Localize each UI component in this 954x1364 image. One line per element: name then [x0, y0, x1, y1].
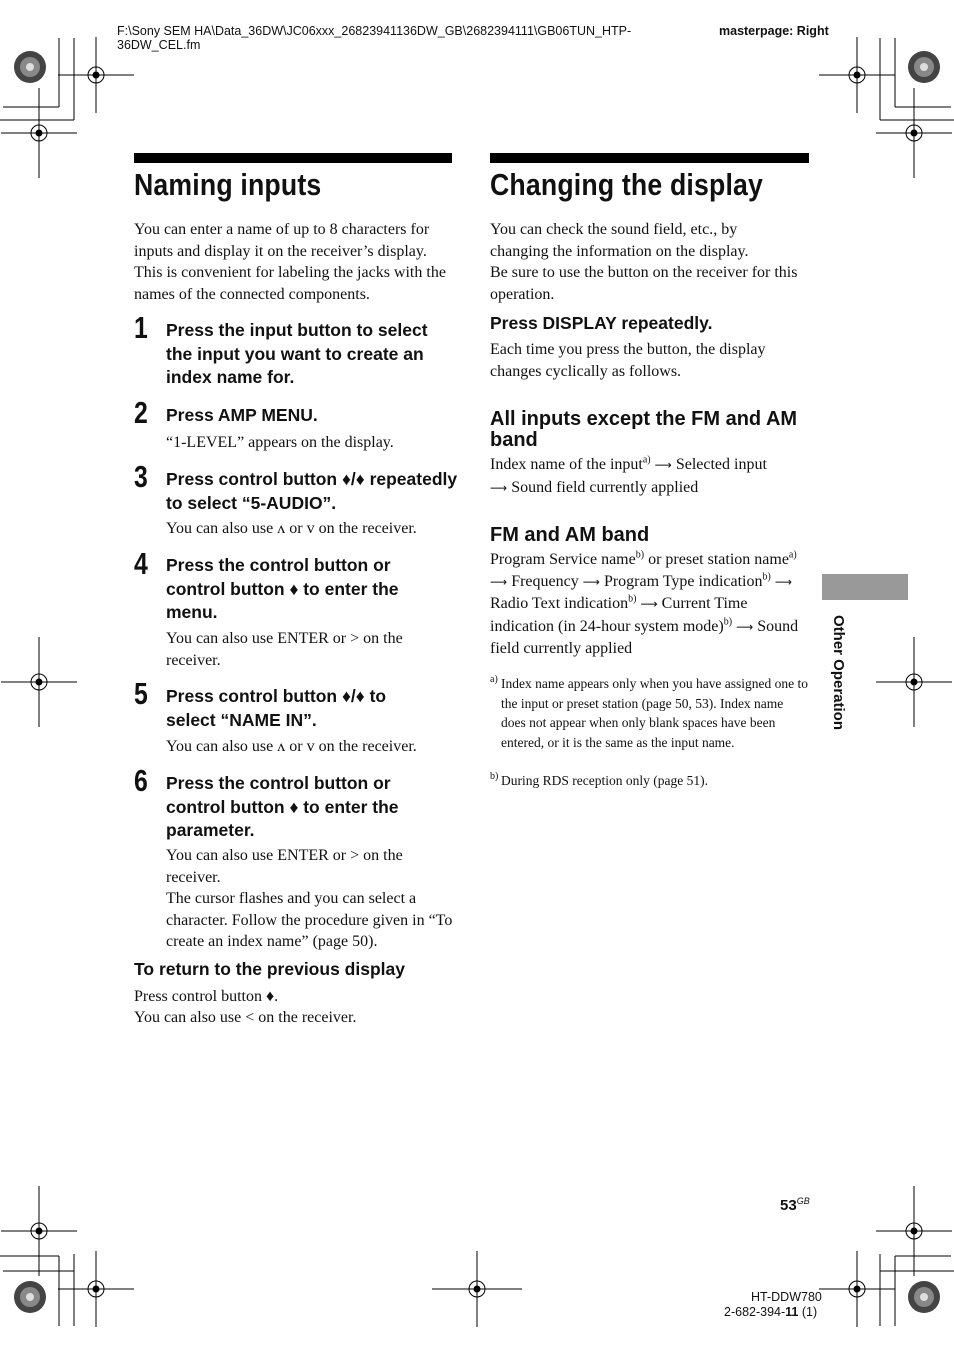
step-6-note: You can also use ENTER or > on the receiver.: [166, 847, 403, 886]
sec2-heading: FM and AM band: [490, 524, 650, 546]
sec1-item-a: Index name of the input: [490, 456, 643, 473]
step-2-title: Press AMP MENU.: [166, 405, 318, 425]
sec2-sup-f: b): [723, 616, 733, 628]
sec1-heading: All inputs except the FM and AM band: [490, 408, 798, 451]
step-1-number: 1: [134, 310, 148, 345]
footnote-b-mark: b): [490, 771, 499, 782]
right-arrow-icon: ⟶: [582, 574, 600, 589]
sec2-sequence: [490, 549, 808, 660]
model-code-prefix: 2-682-394-: [724, 1305, 786, 1319]
step-4-number: 4: [134, 546, 148, 581]
step-5-number: 5: [134, 676, 148, 711]
step-3-note: You can also use ʌ or v on the receiver.: [166, 520, 417, 537]
sec2-item-e: Radio Text indication: [490, 595, 629, 612]
right-arrow-icon: ⟶: [774, 574, 793, 589]
right-intro-2: Be sure to use the button on the receiver for this operation.: [490, 264, 798, 303]
press-text: Each time you press the button, the display changes cyclically as follows.: [490, 341, 766, 380]
step-3-number: 3: [134, 459, 148, 494]
step-2-note: “1-LEVEL” appears on the display.: [166, 434, 394, 451]
right-arrow-icon: ⟶: [490, 480, 508, 495]
right-arrow-icon: ⟶: [736, 619, 754, 634]
step-6-note2: The cursor flashes and you can select a character. Follow the procedure given in “To create an index name” (page 50).: [166, 890, 453, 950]
left-title: Naming inputs: [134, 167, 322, 202]
sec1-sequence: [490, 454, 808, 499]
sec2-item-f: Current Time indication (in 24-hour system mode): [490, 595, 748, 635]
model-code: [724, 1305, 817, 1319]
right-intro-1: You can check the sound field, etc., by changing the information on the display.: [490, 221, 749, 260]
sec2-item-b: or preset station name: [648, 551, 789, 568]
masterpage-label: masterpage: Right: [719, 24, 829, 38]
sec2-sup-a: b): [635, 549, 645, 561]
model-code-bold: 11: [785, 1305, 799, 1319]
footnote-b-text: During RDS reception only (page 51).: [501, 773, 708, 788]
right-arrow-icon: ⟶: [490, 574, 508, 589]
side-tab-label: Other Operation: [830, 615, 847, 731]
sec1-sup-a: a): [642, 454, 651, 466]
page-number-value: 53: [780, 1197, 797, 1214]
step-5-note: You can also use ʌ or v on the receiver.: [166, 738, 417, 755]
step-4-note: You can also use ENTER or > on the receiver.: [166, 630, 403, 669]
right-arrow-icon: ⟶: [654, 458, 672, 472]
sec2-item-c: Frequency: [511, 572, 579, 590]
sec2-item-g: Sound field currently applied: [490, 617, 799, 657]
right-title-rule: [490, 153, 809, 163]
page-number: [780, 1196, 810, 1214]
step-3-title: Press control button ♦/♦ repeatedly to select “5-AUDIO”.: [166, 469, 458, 513]
step-1-title: Press the input button to select the input you want to create an index name for.: [166, 320, 428, 387]
step-6-number: 6: [134, 763, 148, 798]
left-intro: You can enter a name of up to 8 characters for inputs and display it on the receiver’s display. This is convenient for labeling the jacks with the names of the connected components.: [134, 221, 446, 303]
section-tab: [822, 574, 908, 600]
return-heading: To return to the previous display: [134, 959, 405, 979]
page-number-suffix: GB: [796, 1196, 810, 1206]
step-5-title: Press control button ♦/♦ to select “NAME IN”.: [166, 686, 387, 730]
return-text-1: Press control button ♦.: [134, 988, 279, 1005]
footnote-a: [490, 674, 810, 752]
footnote-b: [490, 771, 810, 791]
file-path-line2: 36DW_CEL.fm: [117, 38, 201, 52]
right-title: Changing the display: [490, 167, 764, 202]
sec2-sup-d: b): [762, 571, 771, 583]
step-2-number: 2: [134, 395, 148, 430]
model-name: HT-DDW780: [751, 1290, 822, 1304]
file-path-line1: F:\Sony SEM HA\Data_36DW\JC06xxx_26823941136DW_GB\2682394111\GB06TUN_HTP-: [117, 24, 632, 38]
sec2-sup-e: b): [628, 593, 637, 605]
sec2-item-a: Program Service name: [490, 551, 636, 568]
sec2-sup-b: a): [788, 549, 797, 561]
sec2-item-d: Program Type indication: [603, 572, 763, 590]
footnote-a-text: Index name appears only when you have assigned one to the input or preset station (page 50, 53). Index name does not appear when only blank spaces have been entered, or it is the same as the input name.: [501, 676, 809, 750]
footnote-a-mark: a): [490, 674, 498, 685]
step-6-title: Press the control button or control button ♦ to enter the parameter.: [166, 773, 399, 840]
sec1-item-c: Sound field currently applied: [511, 478, 699, 496]
left-title-rule: [134, 153, 452, 163]
return-text-2: You can also use < on the receiver.: [134, 1009, 357, 1026]
model-code-suffix: (1): [798, 1305, 818, 1319]
press-heading: Press DISPLAY repeatedly.: [490, 313, 713, 333]
sec1-item-b: Selected input: [675, 456, 767, 473]
step-4-title: Press the control button or control button ♦ to enter the menu.: [166, 555, 399, 622]
right-arrow-icon: ⟶: [640, 597, 658, 611]
